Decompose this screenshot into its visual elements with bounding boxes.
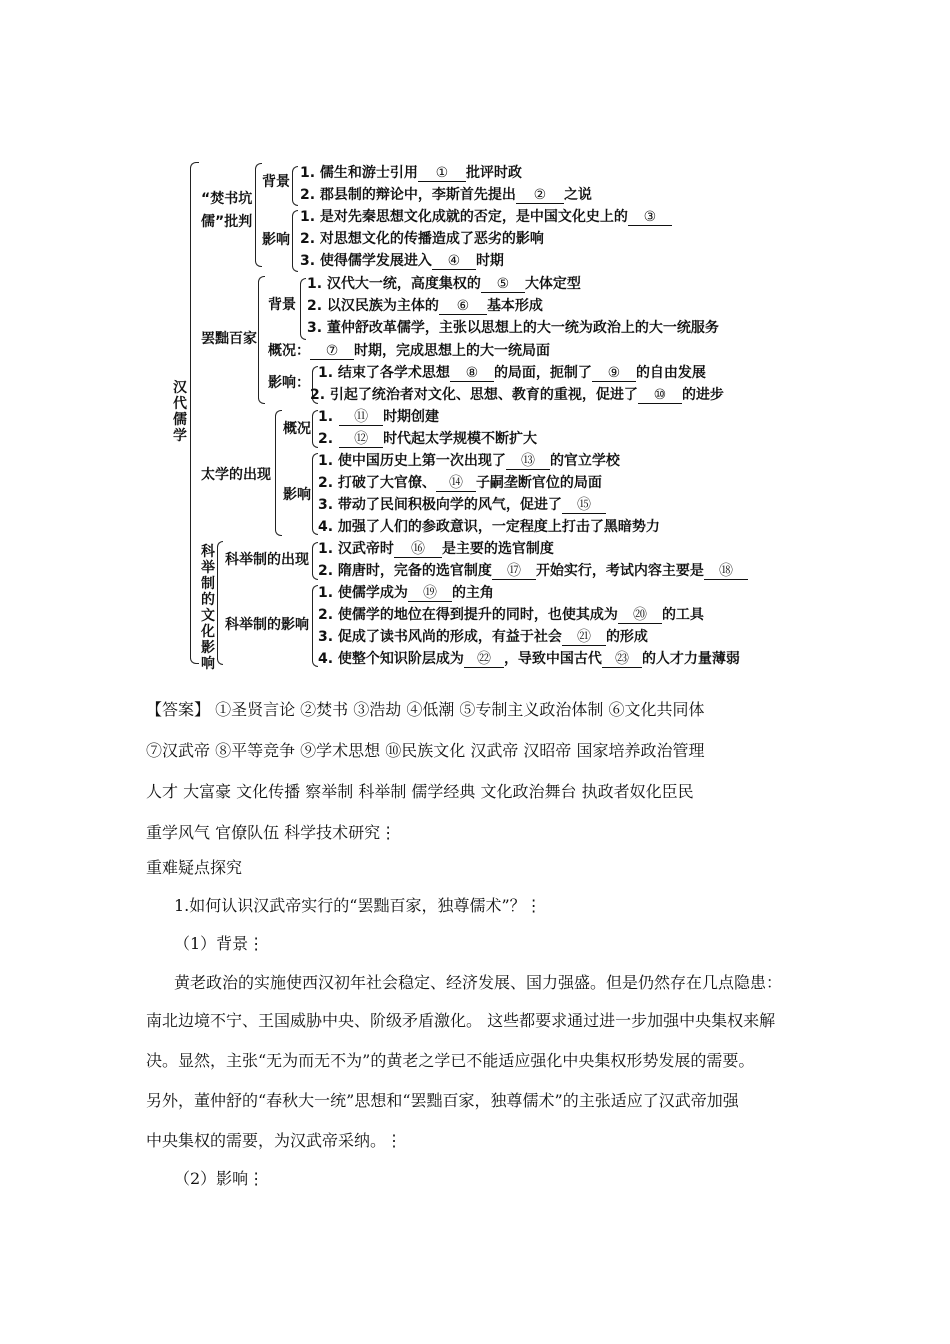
burn-brace (255, 163, 262, 267)
taixue-ov-1: 1. ⑪ 时期创建 (318, 409, 440, 425)
bachu-inf-2: 2. 引起了统治者对文化、思想、教育的重视，促进了 ⑩ 的进步 (310, 387, 724, 403)
burn-inf-1: 1. 是对先秦思想文化成就的否定，是中国文化史上的 ③ (300, 208, 672, 226)
bachu-inf-1: 1. 结束了各学术思想 ⑧ 的局面，扼制了 ⑨ 的自由发展 (318, 365, 706, 381)
answers-line-1: 【答案】 ①圣贤言论 ②焚书 ③浩劫 ④低潮 ⑤专制主义政治体制 ⑥文化共同体 (146, 700, 705, 719)
bachu-bg-1: 1. 汉代大一统，高度集权的 ⑤ 大体定型 (307, 276, 581, 292)
burn-bg-2: 2. 郡县制的辩论中，李斯首先提出 ② 之说 (300, 187, 592, 203)
keju-em-1: 1. 汉武帝时 ⑯ 是主要的选官制度 (318, 541, 554, 557)
burn-bg-1: 1. 儒生和游士引用 ① 批评时政 (300, 165, 522, 181)
section-heading: 重难疑点探究 (146, 858, 243, 877)
burn-bg-label: 背景 (262, 174, 290, 190)
bachu-brace (258, 276, 265, 404)
taixue-inf-1: 1. 使中国历史上第一次出现了 ⑬ 的官立学校 (318, 453, 620, 469)
answers-line-2: ⑦汉武帝 ⑧平等竞争 ⑨学术思想 ⑩民族文化 汉武帝 汉昭帝 国家培养政治管理 (146, 741, 705, 760)
taixue-brace (275, 410, 282, 536)
keju-inf-2: 2. 使儒学的地位在得到提升的同时，也使其成为 ⑳ 的工具 (318, 607, 704, 623)
keju-emerge-label: 科举制的出现 (225, 552, 309, 568)
question-1: 1.如何认识汉武帝实行的“罢黜百家，独尊儒术”？⋮ (174, 896, 542, 915)
paragraph-line-1: 黄老政治的实施使西汉初年社会稳定、经济发展、国力强盛。但是仍然存在几点隐患： (174, 973, 783, 992)
keju-title: 科举制的文化影响 (201, 544, 215, 672)
keju-em-2: 2. 隋唐时，完备的选官制度 ⑰ 开始实行，考试内容主要是 ⑱ (318, 562, 748, 580)
answers-line-4: 重学风气 官僚队伍 科学技术研究⋮ (146, 823, 397, 842)
taixue-inf-4: 4. 加强了人们的参政意识，一定程度上打击了黑暗势力 (318, 519, 660, 535)
taixue-title: 太学的出现 (201, 467, 271, 483)
sub-heading-background: （1）背景⋮ (174, 934, 265, 953)
keju-inf-3: 3. 促成了读书风尚的形成，有益于社会 ㉑ 的形成 (318, 629, 648, 645)
bachu-overview: 概况： ⑦ 时期，完成思想上的大一统局面 (268, 343, 550, 359)
keju-inf-4: 4. 使整个知识阶层成为 ㉒ ，导致中国古代 ㉓ 的人才力量薄弱 (318, 651, 740, 667)
keju-brace (217, 541, 223, 665)
keju-inf-label: 科举制的影响 (225, 617, 309, 633)
paragraph-line-3: 决。显然，主张“无为而无不为”的黄老之学已不能适应强化中央集权形势发展的需要。 (146, 1051, 755, 1070)
bachu-inf-label: 影响： (268, 375, 310, 391)
sub-heading-impact: （2）影响⋮ (174, 1169, 265, 1188)
root-brace (190, 162, 199, 664)
bachu-bg-brace (300, 278, 306, 340)
burn-inf-brace (292, 210, 298, 272)
paragraph-line-5: 中央集权的需要，为汉武帝采纳。⋮ (146, 1131, 403, 1150)
burn-inf-label: 影响 (262, 232, 290, 248)
paragraph-line-4: 另外，董仲舒的“春秋大一统”思想和“罢黜百家，独尊儒术”的主张适应了汉武帝加强 (146, 1091, 739, 1110)
taixue-ov-2: 2. ⑫ 时代起太学规模不断扩大 (318, 431, 538, 447)
keju-inf-1: 1. 使儒学成为 ⑲ 的主角 (318, 585, 494, 601)
answers-line-3: 人才 大富豪 文化传播 察举制 科举制 儒学经典 文化政治舞台 执政者奴化臣民 (146, 782, 694, 801)
bachu-bg-2: 2. 以汉民族为主体的 ⑥ 基本形成 (307, 298, 543, 314)
burn-title-1: “焚书坑 (201, 191, 253, 207)
taixue-inf-label: 影响 (283, 487, 311, 503)
taixue-inf-2: 2. 打破了大官僚、 ⑭ 子嗣垄断官位的局面 (318, 475, 602, 491)
burn-inf-3: 3. 使得儒学发展进入 ④ 时期 (300, 253, 504, 269)
root-label: 汉代儒学 (173, 380, 187, 444)
burn-inf-2: 2. 对思想文化的传播造成了恶劣的影响 (300, 231, 544, 247)
burn-bg-brace (292, 166, 298, 206)
bachu-title: 罢黜百家 (201, 331, 257, 347)
bachu-bg-3: 3. 董仲舒改革儒学，主张以思想上的大一统为政治上的大一统服务 (307, 320, 719, 336)
burn-title-2: 儒”批判 (201, 214, 253, 230)
taixue-ov-label: 概况 (283, 421, 311, 437)
taixue-inf-3: 3. 带动了民间积极向学的风气，促进了 ⑮ (318, 496, 606, 514)
bachu-bg-label: 背景 (268, 297, 296, 313)
paragraph-line-2: 南北边境不宁、王国威胁中央、阶级矛盾激化。 这些都要求通过进一步加强中央集权来解 (146, 1011, 776, 1030)
